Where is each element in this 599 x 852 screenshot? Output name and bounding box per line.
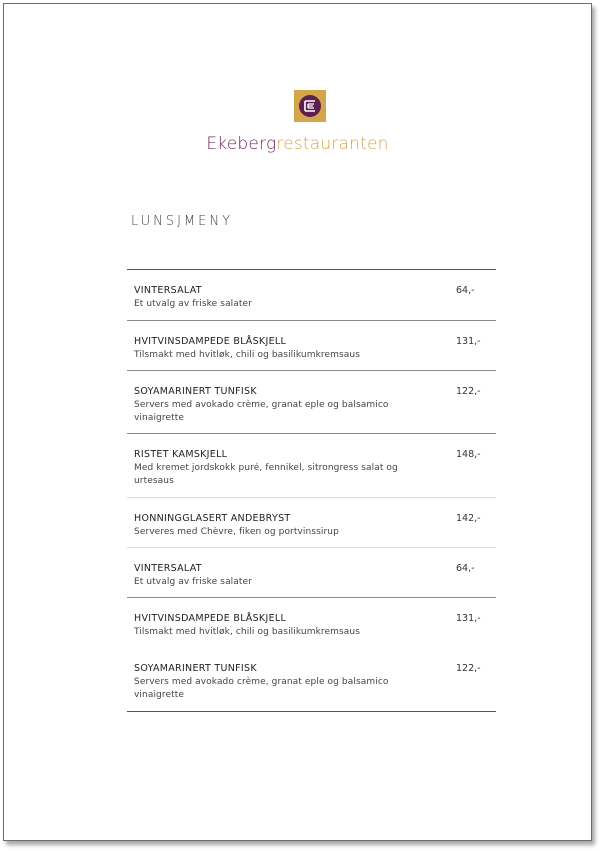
menu-item-desc: Tilsmakt med hvitløk, chili og basilikumkremsaus bbox=[134, 627, 361, 637]
e-monogram-icon bbox=[299, 95, 321, 117]
menu-item-name: HVITVINSDAMPEDE BLÅSKJELL bbox=[134, 336, 287, 347]
menu-item-name: HONNINGGLASERT ANDEBRYST bbox=[134, 513, 291, 524]
menu-item-price: 148,- bbox=[456, 449, 481, 460]
menu-item-desc: Serveres med Chèvre, fiken og portvinssirup bbox=[134, 527, 339, 537]
menu-item-price: 122,- bbox=[456, 663, 481, 674]
menu-item-name: SOYAMARINERT TUNFISK bbox=[134, 663, 257, 674]
menu-item-price: 122,- bbox=[456, 386, 481, 397]
menu-item-price: 131,- bbox=[456, 336, 481, 347]
menu-item bbox=[127, 434, 496, 498]
menu-item-desc: Et utvalg av friske salater bbox=[134, 577, 252, 587]
menu-item bbox=[127, 648, 496, 712]
menu-item bbox=[127, 498, 496, 548]
brand-name bbox=[4, 134, 591, 154]
menu-item-price: 142,- bbox=[456, 513, 481, 524]
menu-list bbox=[127, 269, 496, 712]
menu-item-desc: Servers med avokado crème, granat eple og balsamico vinaigrette bbox=[134, 677, 389, 700]
menu-item-name: VINTERSALAT bbox=[134, 285, 202, 296]
menu-item bbox=[127, 270, 496, 321]
menu-item-price: 131,- bbox=[456, 613, 481, 624]
menu-item-name: VINTERSALAT bbox=[134, 563, 202, 574]
menu-item bbox=[127, 598, 496, 648]
menu-page bbox=[3, 3, 592, 841]
menu-item-name: HVITVINSDAMPEDE BLÅSKJELL bbox=[134, 613, 287, 624]
menu-item-name: RISTET KAMSKJELL bbox=[134, 449, 228, 460]
menu-item bbox=[127, 548, 496, 598]
menu-item-desc: Med kremet jordskokk puré, fennikel, sitrongress salat og urtesaus bbox=[134, 463, 398, 486]
menu-item-desc: Servers med avokado crème, granat eple og balsamico vinaigrette bbox=[134, 400, 389, 423]
menu-title: LUNSJMENY bbox=[131, 214, 234, 229]
menu-item bbox=[127, 371, 496, 434]
menu-item-desc: Tilsmakt med hvitløk, chili og basilikumkremsaus bbox=[134, 350, 361, 360]
menu-item-price: 64,- bbox=[456, 285, 475, 296]
logo bbox=[294, 90, 326, 122]
brand-name-part2: restauranten bbox=[276, 134, 389, 154]
brand-name-part1: Ekeberg bbox=[206, 134, 277, 154]
menu-item bbox=[127, 321, 496, 371]
menu-item-price: 64,- bbox=[456, 563, 475, 574]
menu-item-desc: Et utvalg av friske salater bbox=[134, 299, 252, 309]
menu-item-name: SOYAMARINERT TUNFISK bbox=[134, 386, 257, 397]
